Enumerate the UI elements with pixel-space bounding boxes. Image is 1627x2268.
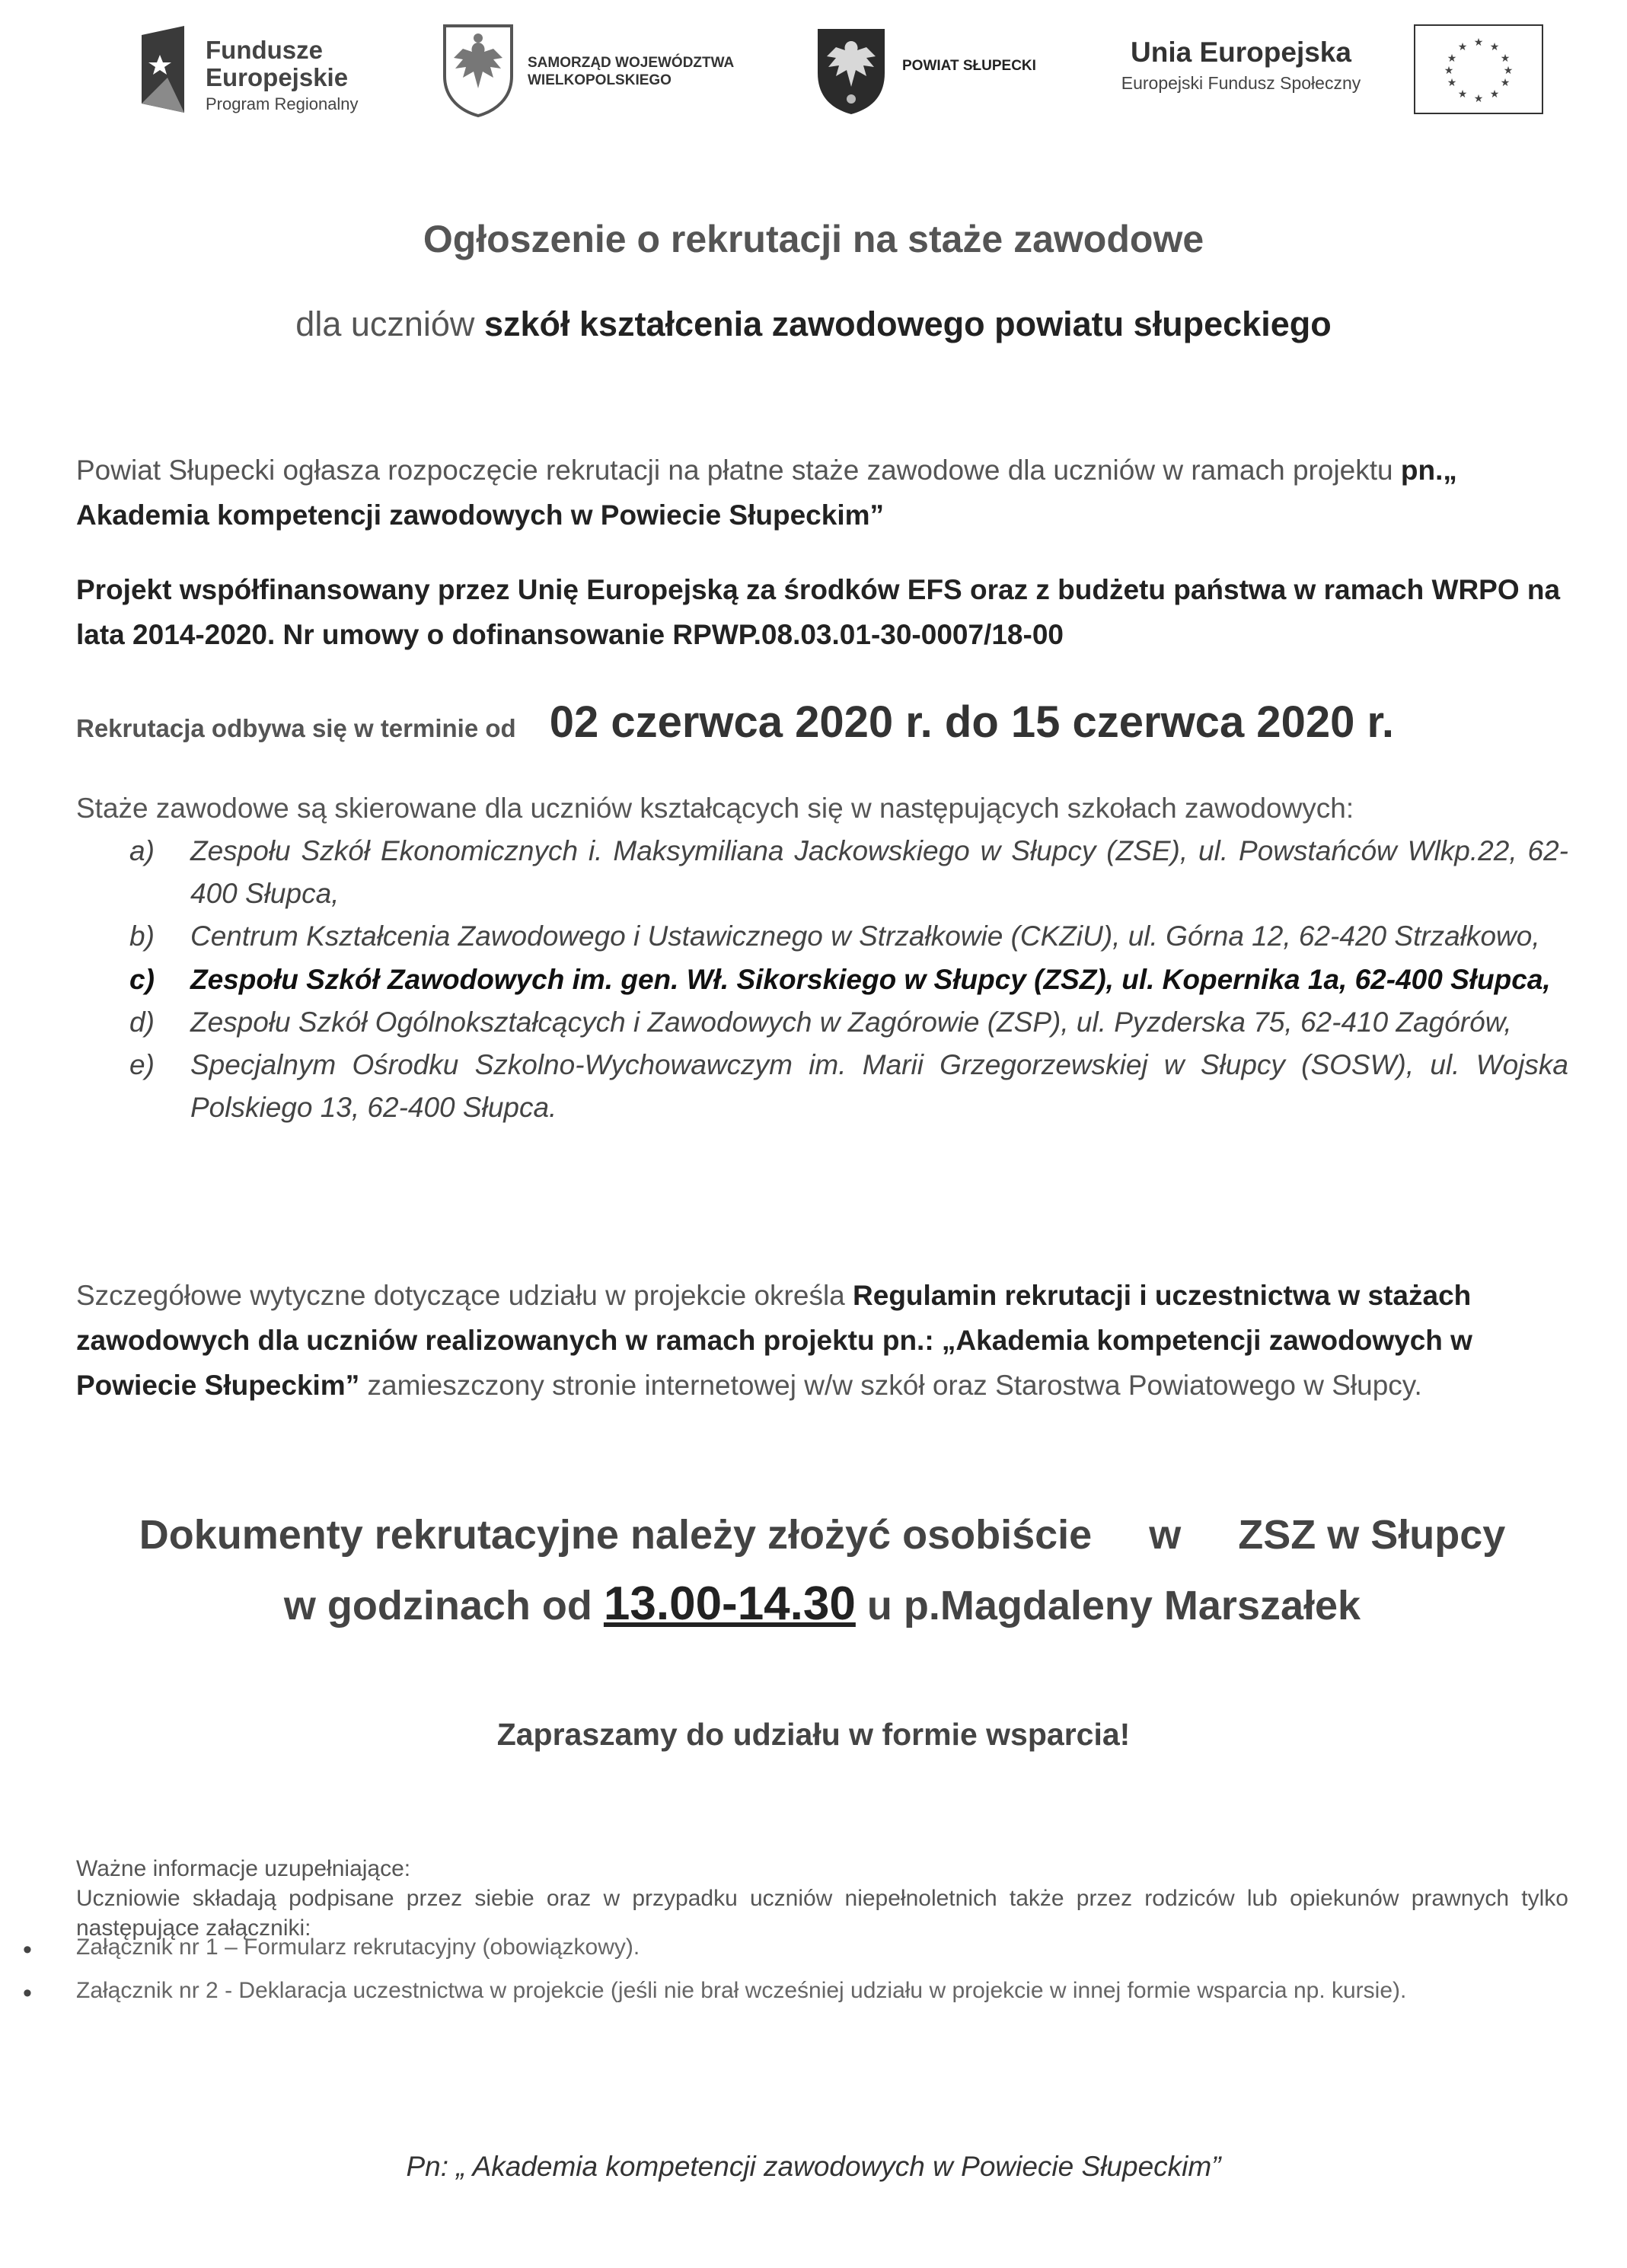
eagle-crest-icon [440, 23, 516, 117]
documents-line2 [76, 1568, 1568, 1641]
svg-text:★: ★ [1489, 40, 1500, 53]
recruitment-dates [76, 697, 1584, 748]
documents-line1: Dokumenty rekrutacyjne należy złożyć osobiście w ZSZ w Słupcy [139, 1512, 1506, 1558]
list-item [129, 915, 1568, 958]
notes-text: Uczniowie składają podpisane przez siebie oraz w przypadku uczniów niepełnoletnich także przez rodziców lub opiekunów prawnych tylko następujące załączniki: [76, 1886, 1568, 1941]
list-item [129, 1044, 1568, 1129]
list-item: • Załącznik nr 2 - Deklaracja uczestnictwa w projekcie (jeśli nie brał wcześniej udziału w projekcie w innej formie wsparcia np. kursie). [76, 1973, 1568, 2009]
fundusze-line2: Europejskie [206, 63, 349, 92]
school-text: Zespołu Szkół Ogólnokształcących i Zawodowych w Zagórowie (ZSP), ul. Pyzderska 75, 62-410 Zagórów, [190, 1006, 1512, 1038]
rules-regulation: Regulamin rekrutacji i uczestnictwa w stażach zawodowych dla uczniów realizowanych w ramach projektu pn.: „Akademia kompetencji zawodowych w Powiecie Słupeckim” [76, 1280, 1472, 1402]
svg-text:★: ★ [1473, 36, 1484, 48]
schools-list [129, 830, 1568, 1130]
fundusze-line1: Fundusze [206, 36, 323, 64]
documents-notice [76, 1504, 1568, 1641]
documents-post: u p.Magdaleny Marszałek [855, 1582, 1361, 1628]
list-item [129, 830, 1568, 915]
svg-text:★: ★ [1500, 52, 1511, 64]
school-text: Zespołu Szkół Ekonomicznych i. Maksymiliana Jackowskiego w Słupcy (ZSE), ul. Powstańców Wlkp.22, 62-400 Słupca, [190, 835, 1568, 910]
page-title: Ogłoszenie o rekrutacji na staże zawodowe [423, 218, 1204, 260]
list-item [129, 959, 1568, 1001]
page-subtitle [0, 305, 1627, 344]
svg-text:★: ★ [1444, 64, 1454, 76]
rules-pre: Szczegółowe wytyczne dotyczące udziału w projekcie określa [76, 1280, 853, 1311]
school-text: Zespołu Szkół Zawodowych im. gen. Wł. Sikorskiego w Słupcy (ZSZ), ul. Kopernika 1a, 62-400 Słupca, [190, 963, 1551, 995]
samorzad-logo [440, 21, 760, 120]
list-letter: b) [129, 920, 155, 952]
list-letter: a) [129, 835, 155, 866]
attachments-list [76, 1930, 1568, 2016]
school-text: Specjalnym Ośrodku Szkolno-Wychowawczym im. Marii Grzegorzewskiej w Słupcy (SOSW), ul. Wojska Polskiego 13, 62-400 Słupca. [190, 1049, 1568, 1124]
svg-text:★: ★ [1457, 88, 1468, 100]
school-text: Centrum Kształcenia Zawodowego i Ustawicznego w Strzałkowie (CKZiU), ul. Górna 12, 62-420 Strzałkowo, [190, 920, 1540, 952]
subtitle-pre: dla uczniów [295, 305, 484, 343]
eu-flag-icon [1414, 24, 1543, 114]
subtitle-bold: szkół kształcenia zawodowego powiatu słupeckiego [483, 305, 1332, 343]
list-item: • Załącznik nr 1 – Formularz rekrutacyjny (obowiązkowy). [76, 1930, 1568, 1966]
schools-intro: Staże zawodowe są skierowane dla uczniów kształcących się w następujących szkołach zawodowych: [76, 793, 1354, 824]
svg-text:★: ★ [1473, 92, 1484, 104]
fundusze-europejskie-logo [129, 21, 388, 120]
samorzad-text [528, 55, 734, 90]
intro-project-name: pn.„ Akademia kompetencji zawodowych w Powiecie Słupeckim” [76, 455, 1457, 531]
recruitment-date-range: 02 czerwca 2020 r. do 15 czerwca 2020 r. [549, 697, 1394, 747]
fe-star-icon [137, 24, 190, 114]
svg-text:★: ★ [1457, 40, 1468, 53]
svg-text:★: ★ [1503, 64, 1514, 76]
documents-hours: 13.00-14.30 [603, 1577, 856, 1630]
funding-paragraph: Projekt współfinansowany przez Unię Europejską za środków EFS oraz z budżetu państwa w ramach WRPO na lata 2014-2020. Nr umowy o dofinansowanie RPWP.08.03.01-30-0007/18-00 [76, 574, 1561, 651]
invite-text: Zapraszamy do udziału w formie wsparcia! [496, 1717, 1131, 1752]
powiat-logo [815, 21, 1043, 120]
fundusze-text [206, 37, 359, 113]
documents-pre: w godzinach od [283, 1582, 604, 1628]
svg-text:★: ★ [1447, 52, 1457, 64]
rules-paragraph [76, 1273, 1568, 1408]
logo-bar [129, 21, 1523, 120]
ue-text [1081, 37, 1401, 94]
recruitment-label: Rekrutacja odbywa się w terminie od [76, 714, 516, 742]
fundusze-line3: Program Regionalny [206, 94, 359, 113]
unia-europejska-logo [1081, 21, 1523, 120]
ue-line2: Europejski Fundusz Społeczny [1121, 73, 1361, 93]
footer-project-name: Pn: „ Akademia kompetencji zawodowych w Powiecie Słupeckim” [406, 2151, 1221, 2182]
svg-text:★: ★ [1447, 76, 1457, 88]
samorzad-line1: SAMORZĄD WOJEWÓDZTWA [528, 55, 735, 71]
powiat-crest-icon [815, 26, 888, 116]
list-letter: e) [129, 1049, 155, 1081]
rules-post: zamieszczony stronie internetowej w/w szkół oraz Starostwa Powiatowego w Słupcy. [359, 1370, 1422, 1402]
intro-text: Powiat Słupecki ogłasza rozpoczęcie rekrutacji na płatne staże zawodowe dla uczniów w ramach projektu [76, 455, 1401, 486]
list-item [129, 1001, 1568, 1044]
list-letter: c) [129, 963, 155, 995]
list-letter: d) [129, 1006, 155, 1038]
notes-heading: Ważne informacje uzupełniające: [76, 1856, 411, 1881]
samorzad-line2: WIELKOPOLSKIEGO [528, 72, 672, 88]
svg-text:★: ★ [1489, 88, 1500, 100]
intro-paragraph [76, 448, 1568, 537]
svg-text:★: ★ [1500, 76, 1511, 88]
powiat-text: POWIAT SŁUPECKI [902, 58, 1036, 74]
ue-line1: Unia Europejska [1131, 37, 1351, 68]
